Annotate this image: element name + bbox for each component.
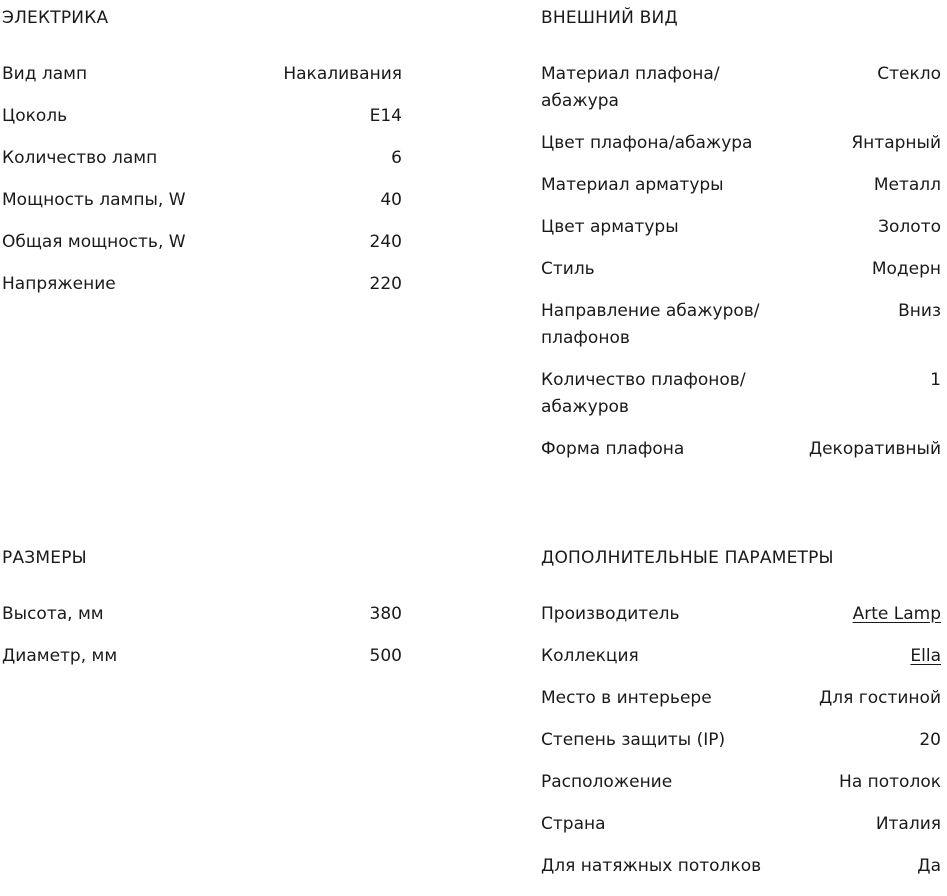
spec-label: Направление абажуров/ плафонов (541, 301, 760, 348)
spec-row (2, 187, 402, 214)
spec-label: Степень защиты (IP) (541, 730, 726, 750)
spec-value: 6 (391, 148, 402, 168)
spec-row (2, 601, 402, 628)
spec-row (541, 130, 941, 157)
section-electric (2, 0, 402, 313)
spec-list-electric (2, 61, 402, 298)
spec-value: 380 (369, 604, 402, 624)
spec-value (910, 643, 941, 670)
spec-row (541, 298, 941, 352)
section-title-dimensions: РАЗМЕРЫ (2, 548, 87, 568)
spec-value: 220 (369, 274, 402, 294)
spec-row (541, 853, 941, 880)
spec-row (541, 811, 941, 838)
spec-label: Для натяжных потолков (541, 856, 762, 876)
spec-value: На потолок (839, 772, 941, 792)
spec-row (2, 229, 402, 256)
spec-value: Для гостиной (819, 688, 941, 708)
spec-label: Материал арматуры (541, 175, 724, 195)
section-title-extra-params: ДОПОЛНИТЕЛЬНЫЕ ПАРАМЕТРЫ (541, 548, 834, 568)
manufacturer-link[interactable]: Arte Lamp (852, 604, 941, 624)
spec-label: Форма плафона (541, 439, 685, 459)
spec-value: Италия (875, 814, 941, 834)
section-title-electric: ЭЛЕКТРИКА (2, 8, 109, 28)
spec-value: Накаливания (283, 64, 402, 84)
spec-row (541, 601, 941, 628)
section-title-appearance: ВНЕШНИЙ ВИД (541, 8, 678, 28)
spec-label: Место в интерьере (541, 688, 712, 708)
spec-row (541, 643, 941, 670)
spec-label: Цвет плафона/абажура (541, 133, 753, 153)
spec-value: 240 (369, 232, 402, 252)
spec-value: Металл (873, 175, 941, 195)
spec-row (2, 643, 402, 670)
spec-row (541, 61, 941, 115)
spec-value: Янтарный (851, 133, 941, 153)
collection-link[interactable]: Ella (910, 646, 941, 666)
spec-label: Цоколь (2, 106, 68, 126)
spec-value: 20 (919, 730, 941, 750)
spec-label: Вид ламп (2, 64, 88, 84)
spec-row (541, 769, 941, 796)
spec-label: Расположение (541, 772, 673, 792)
spec-row (541, 727, 941, 754)
spec-label: Общая мощность, W (2, 232, 186, 252)
spec-value: Декоративный (808, 439, 941, 459)
spec-label: Мощность лампы, W (2, 190, 186, 210)
spec-value: Модерн (871, 259, 941, 279)
spec-list-appearance (541, 61, 941, 463)
spec-row (2, 145, 402, 172)
spec-label: Количество ламп (2, 148, 158, 168)
spec-value: 500 (369, 646, 402, 666)
section-dimensions (2, 540, 402, 685)
spec-row (541, 214, 941, 241)
spec-list-extra-params (541, 601, 941, 880)
spec-label: Высота, мм (2, 604, 104, 624)
spec-label: Диаметр, мм (2, 646, 118, 666)
spec-label: Цвет арматуры (541, 217, 679, 237)
spec-label: Количество плафонов/ абажуров (541, 370, 746, 417)
spec-row (2, 271, 402, 298)
section-appearance (541, 0, 941, 478)
spec-value: E14 (369, 106, 402, 126)
spec-label: Страна (541, 814, 606, 834)
spec-list-dimensions (2, 601, 402, 670)
spec-value: Золото (878, 217, 941, 237)
spec-label: Производитель (541, 604, 680, 624)
spec-row (2, 61, 402, 88)
spec-label: Стиль (541, 259, 595, 279)
section-extra-params (541, 540, 941, 895)
spec-label: Материал плафона/ абажура (541, 64, 720, 111)
spec-row (541, 685, 941, 712)
spec-row (541, 256, 941, 283)
spec-value (853, 601, 941, 628)
spec-label: Коллекция (541, 646, 639, 666)
spec-row (2, 103, 402, 130)
spec-row (541, 367, 941, 421)
spec-value: 1 (930, 370, 941, 390)
spec-row (541, 172, 941, 199)
spec-value: Стекло (877, 64, 941, 84)
spec-value: Вниз (898, 301, 941, 321)
spec-value: Да (917, 856, 941, 876)
spec-row (541, 436, 941, 463)
spec-value: 40 (380, 190, 402, 210)
spec-label: Напряжение (2, 274, 116, 294)
